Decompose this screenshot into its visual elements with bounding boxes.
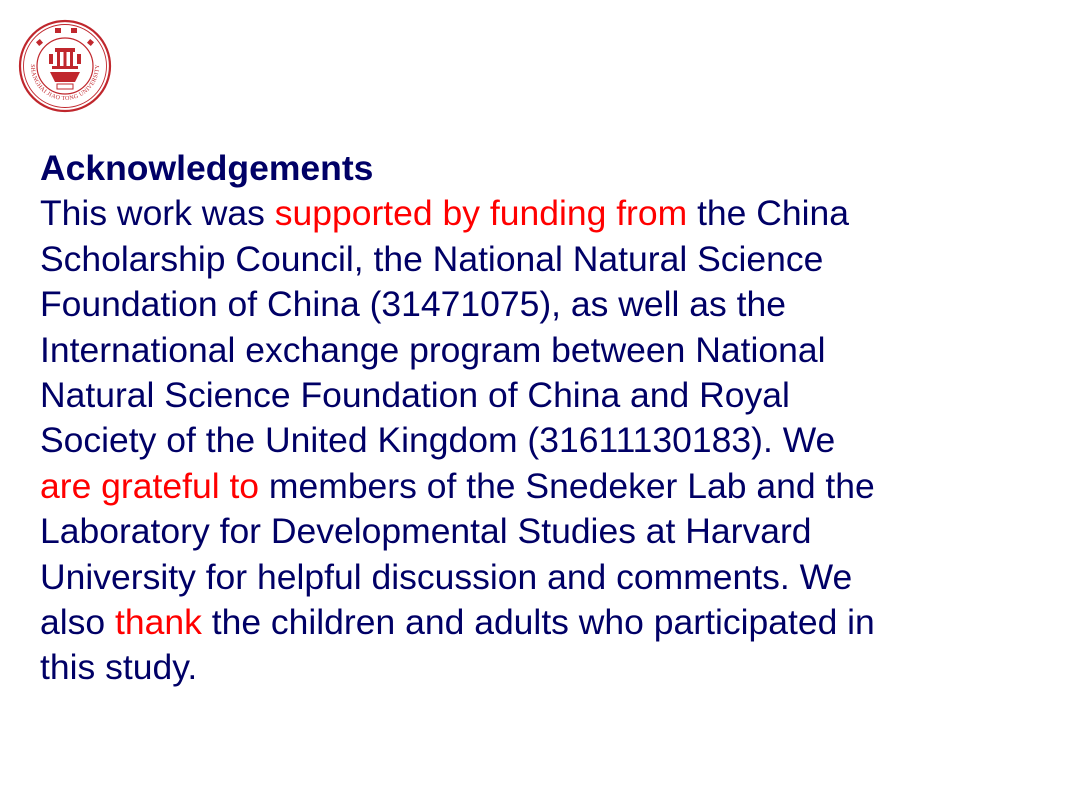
highlighted-text: are grateful to <box>40 465 260 506</box>
body-text: members of the Snedeker Lab and the <box>259 465 875 506</box>
body-line <box>40 418 1050 463</box>
svg-text:SHANGHAI JIAO TONG UNIVERSITY <box>29 64 101 102</box>
body-text: Laboratory for Developmental Studies at Harvard <box>40 511 812 552</box>
body-line <box>40 237 1050 282</box>
body-text: This work was <box>40 193 275 234</box>
section-heading: Acknowledgements <box>40 148 374 188</box>
body-line <box>40 509 1050 554</box>
acknowledgements-section <box>40 146 1050 691</box>
highlighted-text: supported by funding from <box>274 193 688 234</box>
body-line <box>40 328 1050 373</box>
body-text: Natural Science Foundation of China and Royal <box>40 375 790 416</box>
body-line <box>40 464 1050 509</box>
body-line <box>40 555 1050 600</box>
body-text: Scholarship Council, the National Natural Science <box>40 238 824 279</box>
body-text: Society of the United Kingdom (31611130183). We <box>40 420 836 461</box>
university-seal-logo <box>17 18 113 114</box>
seal-ring-text: SHANGHAI JIAO TONG UNIVERSITY <box>28 64 102 103</box>
highlighted-text: thank <box>115 602 202 643</box>
body-text: University for helpful discussion and comments. We <box>40 556 853 597</box>
body-text: this study. <box>40 647 198 688</box>
body-line <box>40 191 1050 236</box>
body-text: International exchange program between National <box>40 329 826 370</box>
body-text: Foundation of China (31471075), as well as the <box>40 284 786 325</box>
body-line <box>40 282 1050 327</box>
body-text: the children and adults who participated in <box>201 602 875 643</box>
body-line <box>40 600 1050 645</box>
body-text: the China <box>687 193 850 234</box>
body-line <box>40 373 1050 418</box>
acknowledgements-body <box>40 191 1050 690</box>
body-text: also <box>40 602 115 643</box>
body-line <box>40 645 1050 690</box>
